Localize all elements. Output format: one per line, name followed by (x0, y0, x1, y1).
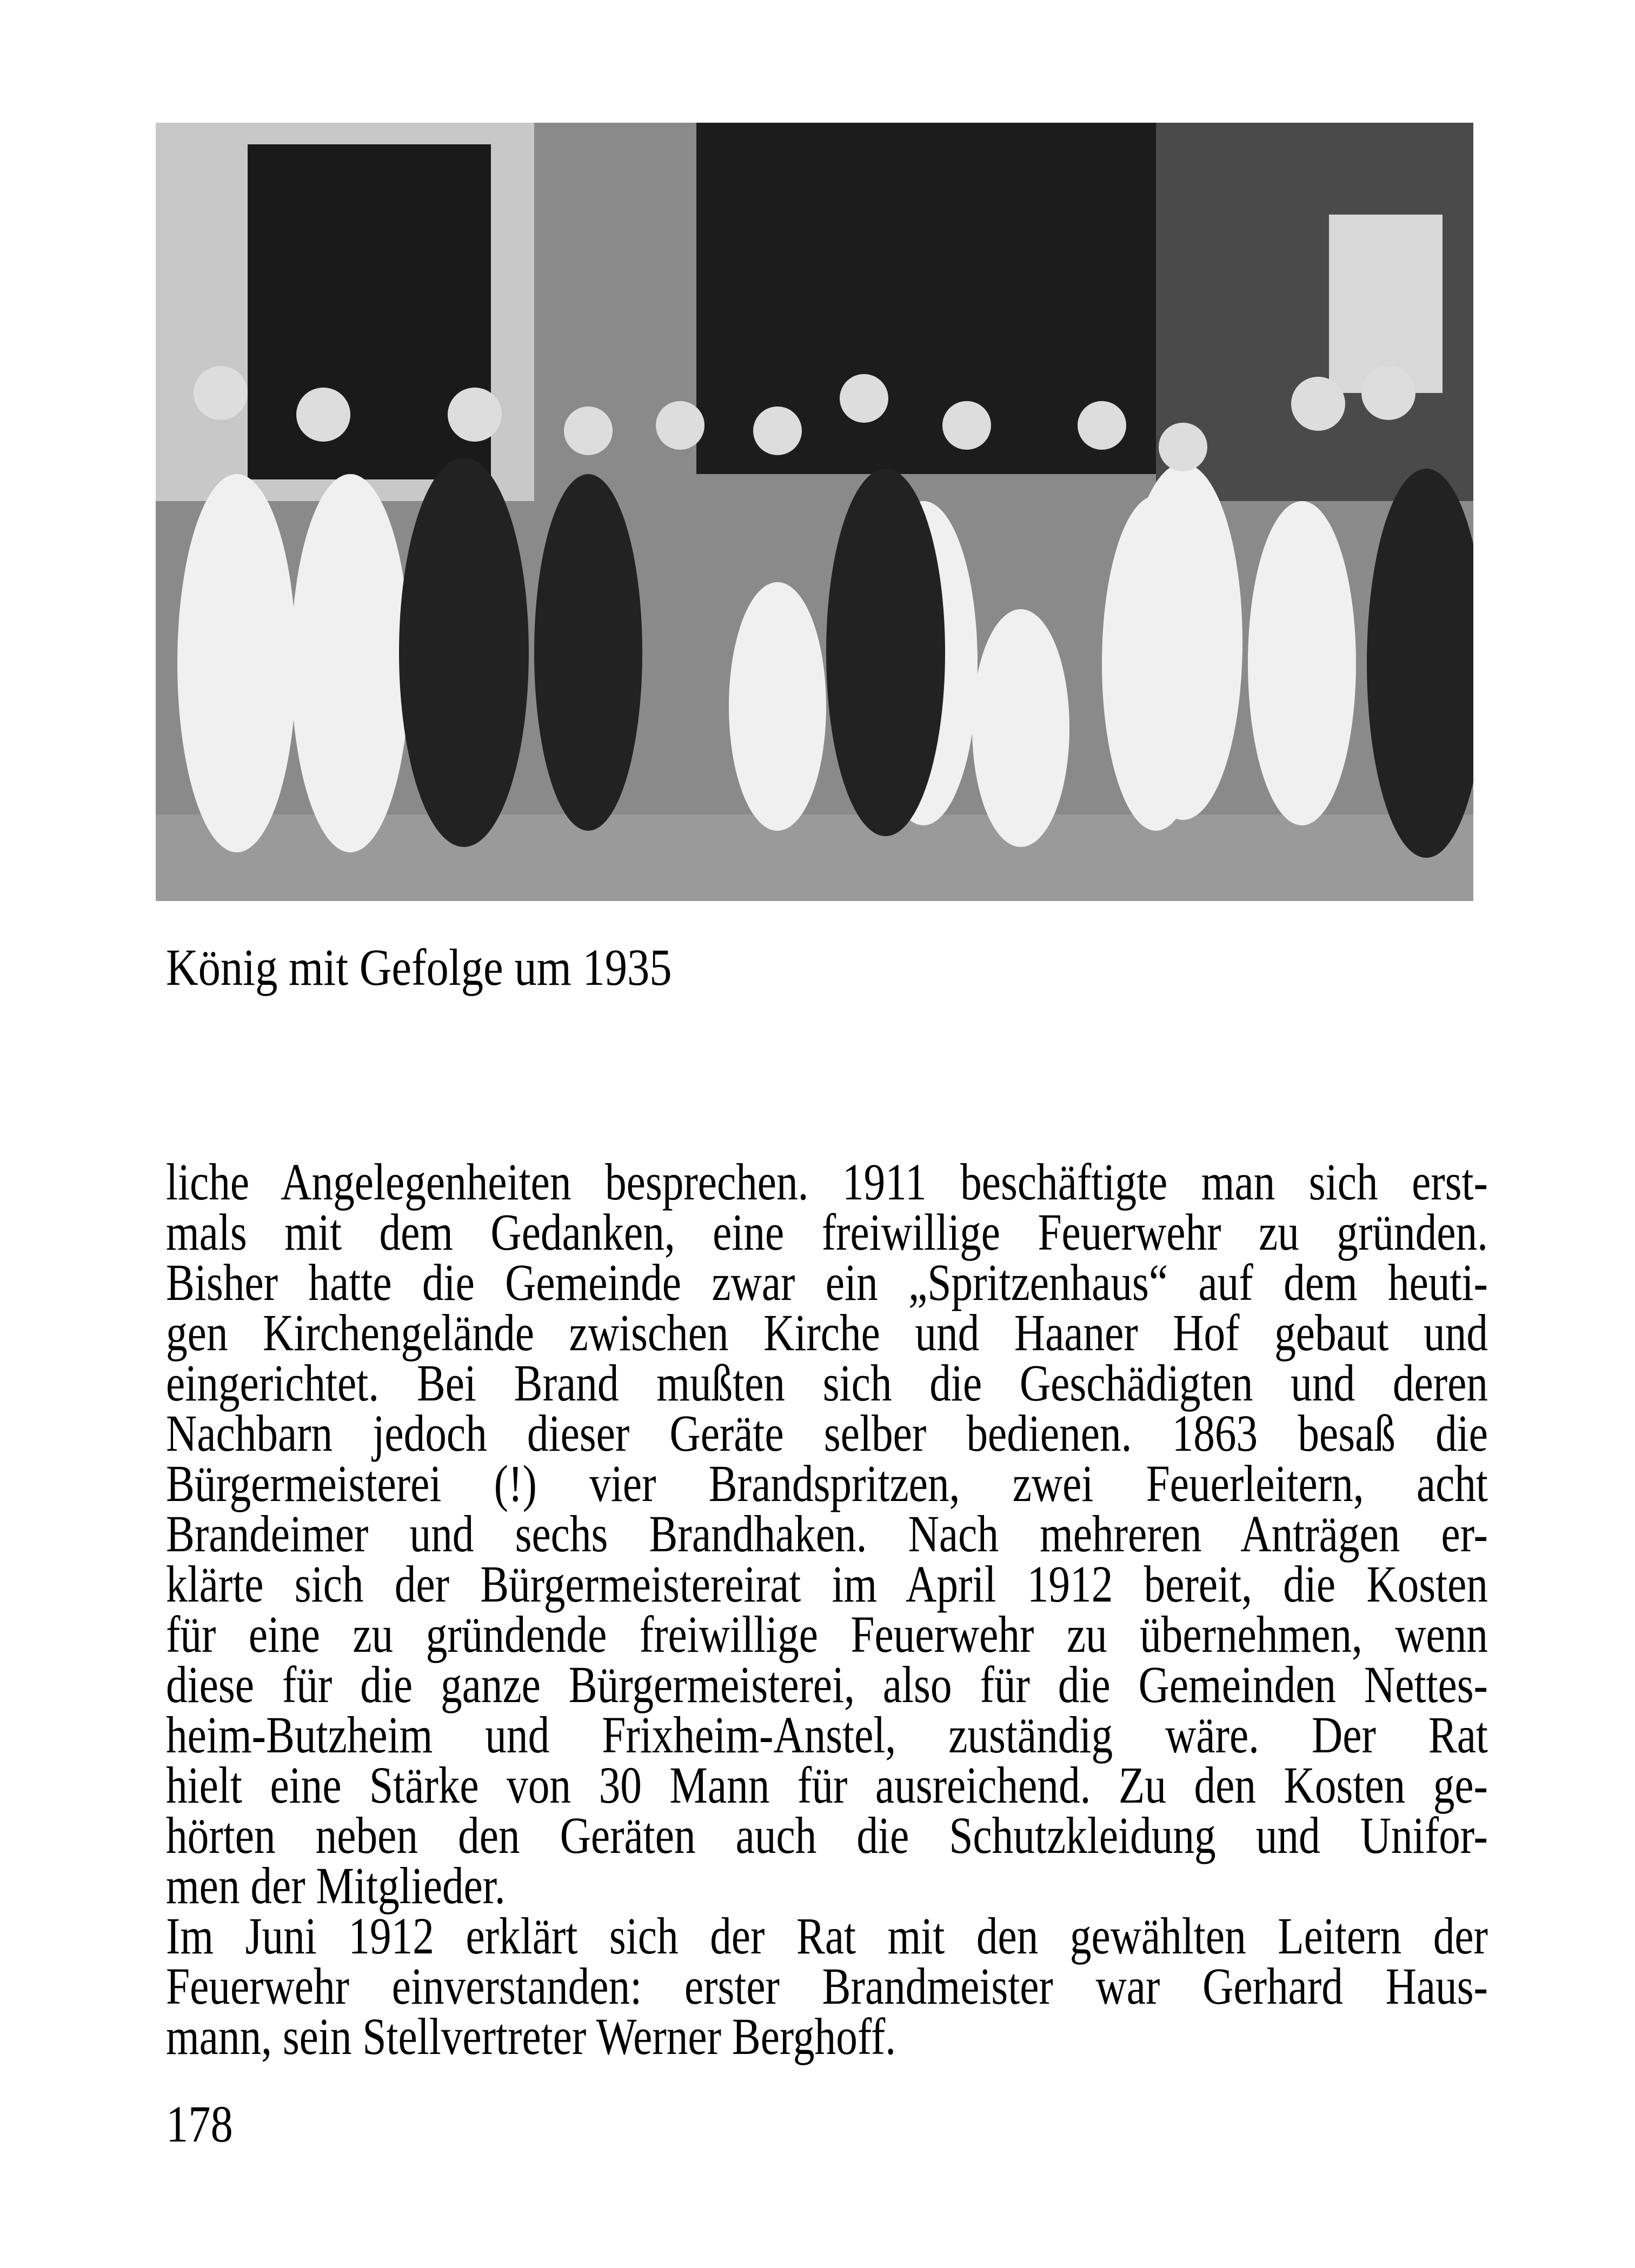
text-line: Bisher hatte die Gemeinde zwar ein „Spritzenhaus“ auf dem heuti- (166, 1253, 1488, 1311)
text-line: diese für die ganze Bürgermeisterei, also für die Gemeinden Nettes- (166, 1656, 1488, 1713)
text-line: Feuerwehr einverstanden: erster Brandmeister war Gerhard Haus- (166, 1957, 1488, 2015)
text-line: heim-Butzheim und Frixheim-Anstel, zuständig wäre. Der Rat (166, 1706, 1488, 1764)
text-line: Nachbarn jedoch dieser Geräte selber bedienen. 1863 besaß die (166, 1404, 1488, 1462)
page-number: 178 (166, 2095, 233, 2153)
text-line: mann, sein Stellvertreter Werner Berghoff. (166, 2007, 896, 2065)
text-line: Im Juni 1912 erklärt sich der Rat mit den gewählten Leitern der (166, 1907, 1488, 1965)
text-line: Brandeimer und sechs Brandhaken. Nach mehreren Anträgen er- (166, 1505, 1488, 1563)
group-photo (156, 123, 1473, 901)
text-line: eingerichtet. Bei Brand mußten sich die Geschädigten und deren (166, 1354, 1488, 1412)
text-line: liche Angelegenheiten besprechen. 1911 beschäftigte man sich erst- (166, 1153, 1488, 1211)
photo-image (156, 123, 1473, 901)
text-line: klärte sich der Bürgermeistereirat im April 1912 bereit, die Kosten (166, 1555, 1488, 1613)
text-line: hörten neben den Geräten auch die Schutzkleidung und Unifor- (166, 1806, 1488, 1864)
text-line: hielt eine Stärke von 30 Mann für ausreichend. Zu den Kosten ge- (166, 1756, 1488, 1814)
body-text (166, 1153, 1488, 2065)
text-line: Bürgermeisterei (!) vier Brandspritzen, zwei Feuerleitern, acht (166, 1455, 1488, 1512)
text-line: für eine zu gründende freiwillige Feuerwehr zu übernehmen, wenn (166, 1605, 1488, 1663)
text-line: gen Kirchengelände zwischen Kirche und Haaner Hof gebaut und (166, 1304, 1488, 1362)
photo-caption: König mit Gefolge um 1935 (166, 938, 672, 996)
text-line: men der Mitglieder. (166, 1857, 506, 1915)
text-line: mals mit dem Gedanken, eine freiwillige Feuerwehr zu gründen. (166, 1203, 1488, 1261)
